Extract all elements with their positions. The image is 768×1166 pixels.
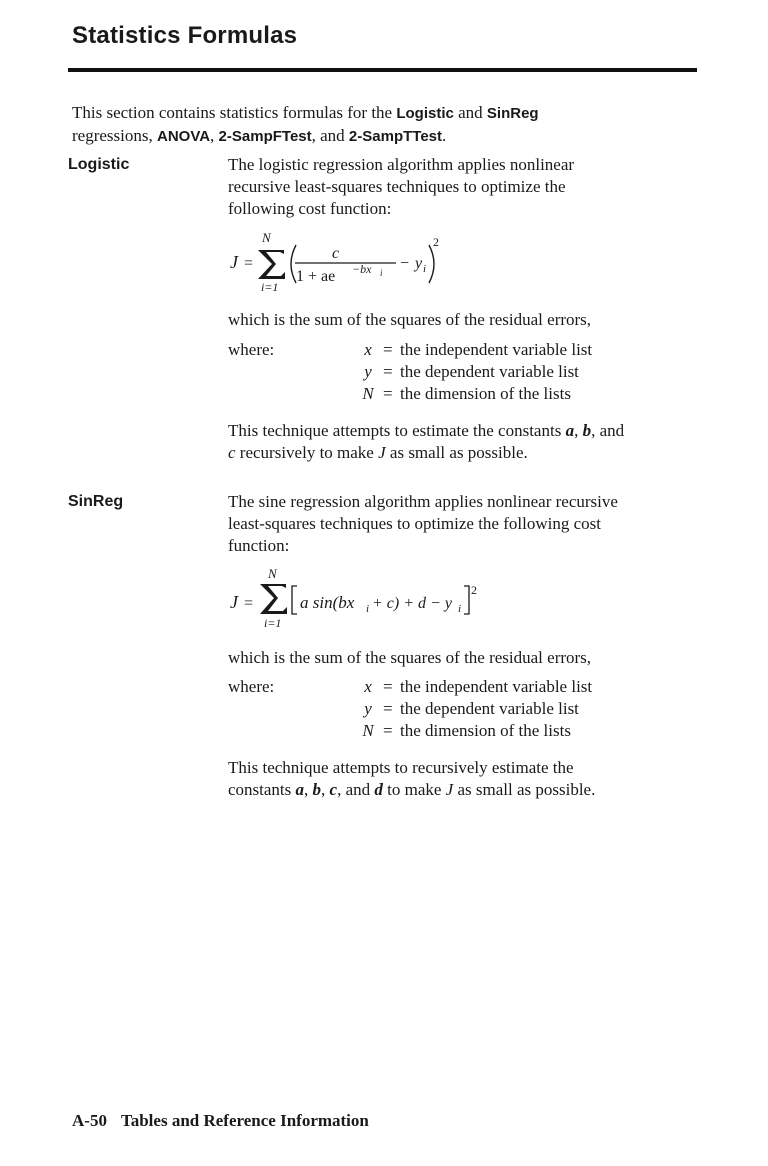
- where-equals: =: [383, 362, 393, 381]
- where-row: [228, 721, 688, 743]
- y-subscript: i: [458, 603, 462, 615]
- sinreg-sum-text: which is the sum of the squares of the residual errors,: [228, 648, 592, 667]
- logistic-cost-formula: [228, 226, 468, 296]
- sinreg-conclusion-line-2: constants a, b, c, and d to make J as small as possible.: [228, 780, 596, 799]
- exponent-subscript: i: [380, 268, 383, 278]
- where-variable: y: [364, 699, 372, 718]
- intro-line-2: regressions, ANOVA, 2-SampFTest, and 2-SampTTest.: [72, 126, 447, 145]
- logistic-conclusion: [228, 420, 698, 464]
- y-variable: y: [415, 255, 423, 272]
- where-row: [228, 699, 688, 721]
- fraction-numerator: c: [332, 245, 340, 262]
- logistic-desc-line: recursive least-squares techniques to optimize the: [228, 177, 566, 196]
- sinreg-conclusion-line-1: This technique attempts to recursively estimate the: [228, 758, 574, 777]
- formula-equals: =: [244, 255, 254, 272]
- logistic-desc-line: following cost function:: [228, 199, 392, 218]
- where-equals: =: [383, 340, 393, 359]
- logistic-formula-graphic: [228, 226, 468, 296]
- where-label: where:: [228, 677, 275, 696]
- logistic-conclusion-line-1: This technique attempts to estimate the constants a, b, and: [228, 421, 625, 440]
- where-equals: =: [383, 721, 393, 740]
- where-variable: x: [364, 340, 372, 359]
- sum-lower-limit: i=1: [261, 280, 279, 294]
- formula-equals: =: [244, 595, 254, 612]
- page-footer: [72, 1111, 369, 1131]
- right-paren-icon: [429, 245, 434, 283]
- where-variable: N: [362, 721, 374, 740]
- minus-sign: −: [400, 255, 410, 272]
- summation-icon: [260, 584, 287, 614]
- logistic-description: [228, 154, 698, 220]
- logistic-heading: Logistic: [68, 156, 130, 173]
- exponent: −bx: [352, 262, 372, 276]
- sum-upper-limit: N: [262, 230, 271, 245]
- formula-lhs: J: [230, 592, 238, 612]
- where-equals: =: [383, 699, 393, 718]
- where-equals: =: [383, 677, 393, 696]
- x-subscript: i: [366, 603, 370, 615]
- where-variable: y: [364, 362, 372, 381]
- formula-body: a sin(bx: [300, 593, 355, 612]
- right-bracket-icon: [464, 586, 469, 614]
- intro-line-1: This section contains statistics formulas for the Logistic and SinReg: [72, 103, 539, 122]
- logistic-where-block: [228, 340, 688, 406]
- where-variable: N: [362, 384, 374, 403]
- where-row: [228, 362, 688, 384]
- page-number: A-50: [72, 1111, 107, 1130]
- where-definition: the dependent variable list: [400, 699, 579, 718]
- where-variable: x: [364, 677, 372, 696]
- title-divider: [68, 68, 697, 72]
- sinreg-desc-line: least-squares techniques to optimize the following cost: [228, 514, 601, 533]
- sum-upper-limit: N: [268, 566, 277, 581]
- where-definition: the independent variable list: [400, 340, 593, 359]
- summation-icon: [258, 250, 285, 279]
- sinreg-desc-line: The sine regression algorithm applies nonlinear recursive: [228, 492, 618, 511]
- y-subscript: i: [423, 263, 427, 275]
- where-definition: the dependent variable list: [400, 362, 579, 381]
- where-definition: the independent variable list: [400, 677, 593, 696]
- sum-lower-limit: i=1: [264, 616, 282, 630]
- logistic-desc-line: The logistic regression algorithm applies nonlinear: [228, 155, 575, 174]
- sinreg-cost-formula: [228, 564, 498, 634]
- power-exponent: 2: [433, 235, 439, 249]
- where-definition: the dimension of the lists: [400, 721, 571, 740]
- sinreg-desc-line: function:: [228, 536, 290, 555]
- formula-body-rest: + c) + d − y: [372, 595, 452, 612]
- formula-lhs: J: [230, 252, 238, 272]
- intro-paragraph: [72, 102, 692, 148]
- where-label: where:: [228, 340, 275, 359]
- footer-section-title: Tables and Reference Information: [120, 1111, 369, 1130]
- where-definition: the dimension of the lists: [400, 384, 571, 403]
- where-row: [228, 384, 688, 406]
- sinreg-where-block: [228, 677, 688, 743]
- power-exponent: 2: [471, 583, 477, 597]
- sinreg-conclusion: [228, 757, 698, 801]
- logistic-conclusion-line-2: c recursively to make J as small as possible.: [228, 443, 528, 462]
- sinreg-formula-graphic: [228, 564, 498, 634]
- logistic-sum-text: which is the sum of the squares of the residual errors,: [228, 310, 592, 329]
- fraction-denominator: 1 + ae: [296, 268, 336, 285]
- sinreg-heading: SinReg: [68, 493, 124, 510]
- where-equals: =: [383, 384, 393, 403]
- left-bracket-icon: [292, 586, 297, 614]
- where-row: [228, 340, 688, 362]
- page-title: Statistics Formulas: [72, 22, 298, 49]
- sinreg-description: [228, 491, 698, 557]
- where-row: [228, 677, 688, 699]
